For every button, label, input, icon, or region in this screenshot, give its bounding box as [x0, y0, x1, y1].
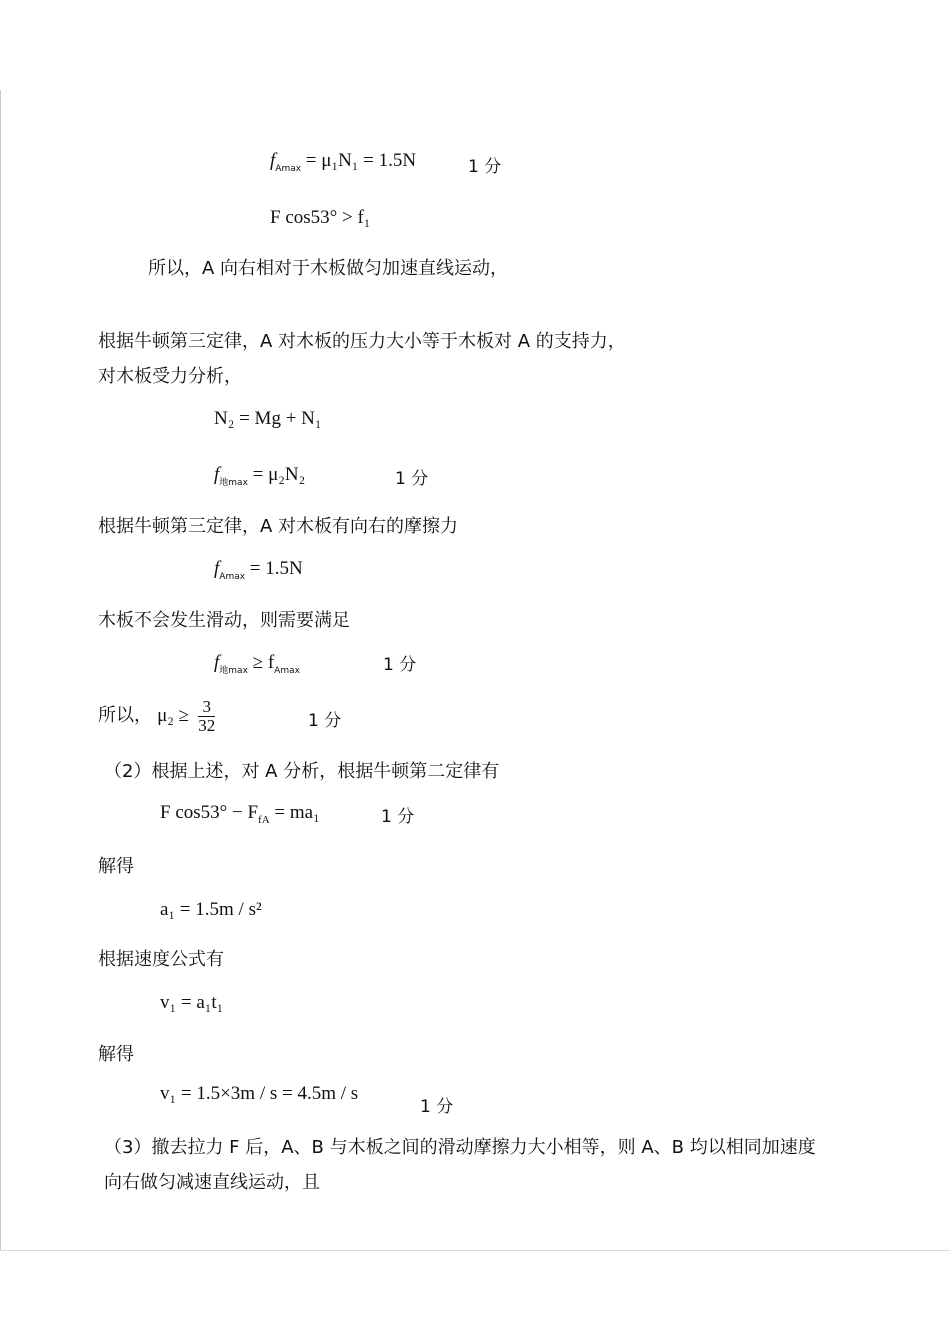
equation-mu2-condition: [98, 698, 215, 735]
equation-f-amax: $f_{Amax} = \mu_1N_1 = 1.5N$: [270, 150, 417, 174]
eq8-subscript: fA: [258, 814, 270, 826]
left-border: [0, 90, 1, 1250]
eq1-rhs: = μ₁N₁ = 1.5N: [301, 150, 417, 171]
eq8-lhs: F cos53° − F: [160, 802, 259, 823]
eq5-subscript: Amax: [219, 572, 246, 582]
equation-v1-value: v₁ = 1.5×3m / s = 4.5m / s: [160, 1083, 359, 1104]
eq6-subscript-left: 地max: [219, 666, 248, 676]
eq7-lhs: μ₂ ≥: [157, 705, 190, 726]
so-prefix: 所以，: [98, 705, 152, 726]
score-label: 1 分: [383, 655, 417, 675]
score-label: 1 分: [420, 1097, 454, 1117]
paragraph-newton-third-law-1: 根据牛顿第三定律，A 对木板的压力大小等于木板对 A 的支持力，: [98, 331, 626, 352]
paragraph-newton-third-law-2: 根据牛顿第三定律，A 对木板有向右的摩擦力: [98, 516, 459, 537]
bottom-divider: [0, 1250, 950, 1251]
score-label: 1 分: [308, 711, 342, 731]
equation-newton-second-law: [160, 802, 320, 826]
fraction-denominator: 32: [198, 716, 216, 735]
score-label: 1 分: [468, 157, 502, 177]
paragraph-no-slip-condition: 木板不会发生滑动，则需要满足: [98, 610, 350, 631]
equation-v1-formula: v₁ = a₁t₁: [160, 992, 224, 1013]
eq8-rhs: = ma₁: [269, 802, 320, 823]
equation-f-amax-value: $f_{Amax} = 1.5N$: [214, 558, 303, 582]
paragraph-solve-1: 解得: [98, 856, 134, 877]
paragraph-part-3-cont: 向右做匀减速直线运动，且: [104, 1172, 320, 1193]
score-label: 1 分: [395, 469, 429, 489]
equation-a1: a₁ = 1.5m / s²: [160, 899, 262, 920]
equation-fcos53-gt-f1: F cos53° > f₁: [270, 207, 371, 228]
eq1-subscript: Amax: [275, 164, 302, 174]
paragraph-part-3: （3）撤去拉力 F 后，A、B 与木板之间的滑动摩擦力大小相等，则 A、B 均以相同加速度: [104, 1137, 816, 1158]
paragraph-velocity-formula: 根据速度公式有: [98, 949, 224, 970]
eq4-subscript: 地max: [219, 478, 248, 488]
equation-f-ground-max: $f_{地max} = \mu_2N_2$: [214, 464, 306, 488]
paragraph-solve-2: 解得: [98, 1044, 134, 1065]
eq5-rhs: = 1.5N: [245, 558, 303, 579]
equation-n2: N₂ = Mg + N₁: [214, 408, 322, 429]
equation-no-slip: $f_{地max} \ge f_{Amax}$: [214, 652, 300, 676]
paragraph-a-accelerates: 所以，A 向右相对于木板做匀加速直线运动，: [148, 258, 509, 279]
fraction-numerator: 3: [198, 698, 215, 717]
paragraph-part-2: （2）根据上述，对 A 分析，根据牛顿第二定律有: [104, 761, 500, 782]
eq4-rhs: = μ₂N₂: [247, 464, 306, 485]
paragraph-board-analysis: 对木板受力分析，: [98, 366, 242, 387]
score-label: 1 分: [381, 807, 415, 827]
eq6-mid: ≥ f: [247, 652, 275, 673]
fraction-3-32: [198, 698, 215, 735]
eq6-subscript-right: Amax: [274, 666, 300, 676]
